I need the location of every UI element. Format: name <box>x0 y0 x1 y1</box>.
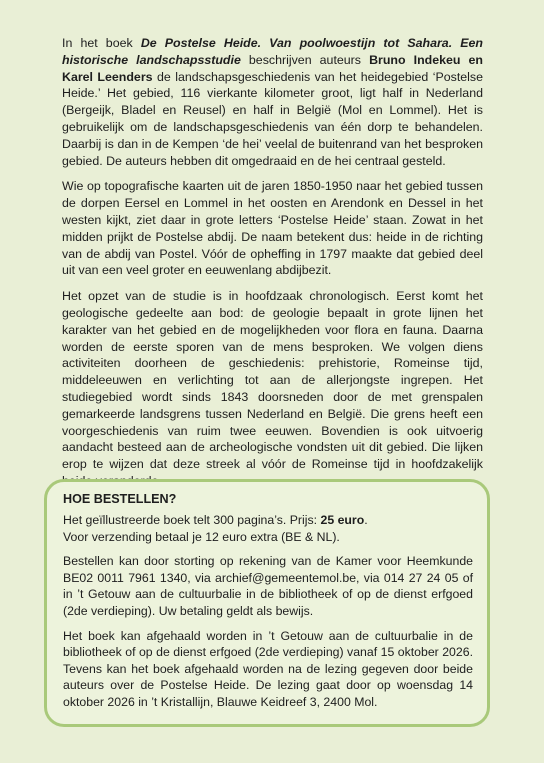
price-text: Het geïllustreerde boek telt 300 pagina’s. Prijs: <box>63 513 321 527</box>
book-title: De Postelse Heide. Van poolwoestijn tot Sahara. Een historische landschapsstudie <box>62 36 483 67</box>
price-value: 25 euro <box>320 513 365 527</box>
order-info-box <box>44 479 490 727</box>
shipping-line: Voor verzending betaal je 12 euro extra (BE & NL). <box>63 529 340 544</box>
payment-paragraph: Bestellen kan door storting op rekening van de Kamer voor Heemkunde BE02 0011 7961 1340, via archief@gemeentemol.be, via 014 27 24 05 of in ’t Getouw aan de cultuurbalie in de bibliotheek of op de dienst erfgoed (2de verdieping). Uw betaling geldt als bewijs. <box>63 554 473 618</box>
authors: Bruno Indekeu en Karel Leenders <box>62 52 483 84</box>
intro-text: de landschapsgeschiedenis van het heidegebied ‘Postelse Heide.’ Het gebied, 116 vierkante kilometer groot, ligt half in Nederland (Bergeijk, Bladel en Reusel) en half in België (Mol en Lommel). Het is gebruikelijk om de landschapsgeschiedenis van één dorp te behandelen. Daarbij is dan in de Kempen ‘de hei’ veelal de buitenrand van het besproken gebied. De auteurs hebben dit omgedraaid en de hei centraal gesteld. <box>62 69 483 168</box>
pickup-paragraph: Het boek kan afgehaald worden in ’t Getouw aan de cultuurbalie in de bibliotheek of op de dienst erfgoed (2de verdieping) vanaf 15 oktober 2026. Tevens kan het boek afgehaald worden na de lezing gegeven door beide auteurs over de Postelse Heide. De lezing gaat door op woensdag 14 oktober 2026 in ’t Kristallijn, Blauwe Keidreef 3, 2400 Mol. <box>63 628 473 709</box>
study-paragraph: Het opzet van de studie is in hoofdzaak chronologisch. Eerst komt het geologische gedeelte aan bod: de geologie bepaalt in grote lijnen het karakter van het gebied en de mogelijkheden voor flora en fauna. Daarna worden de eerste sporen van de mens besproken. We volgen diens activiteiten doorheen de geschiedenis: prehistorie, Romeinse tijd, middeleeuwen en verlichting tot aan de allerjongste ingrepen. Het studiegebied wordt sinds 1843 doorsneden door de met grenspalen gemarkeerde landsgrens tussen Nederland en België. Die grens heeft een voorgeschiedenis van ruim twee eeuwen. Bovendien is ook uitvoerig aandacht besteed aan de archeologische vondsten uit dit gebied. Die lijken erop te wijzen dat deze streek al vóór de Romeinse tijd in hoofdzakelijk <box>62 289 483 472</box>
topography-paragraph: Wie op topografische kaarten uit de jaren 1850-1950 naar het gebied tussen de dorpen Eersel en Lommel in het oosten en Arendonk en Dessel in het westen kijkt, ziet daar in grote letters ‘Postelse Heide’ staan. Zowat in het midden prijkt de Postelse abdij. De naam betekent dus: heide in de richting van de abdij van Postel. Vóór de opheffing in 1797 maakte dat gebied deel uit van een veel groter en eeuwenlang abdijbezit. <box>62 179 483 278</box>
intro-paragraph <box>62 35 483 169</box>
intro-text: In het boek <box>62 36 141 50</box>
article-body <box>62 35 483 499</box>
order-heading: HOE BESTELLEN? <box>63 492 177 506</box>
price-text: . <box>364 513 368 527</box>
intro-text: beschrijven auteurs <box>240 52 370 67</box>
price-line <box>63 512 473 529</box>
